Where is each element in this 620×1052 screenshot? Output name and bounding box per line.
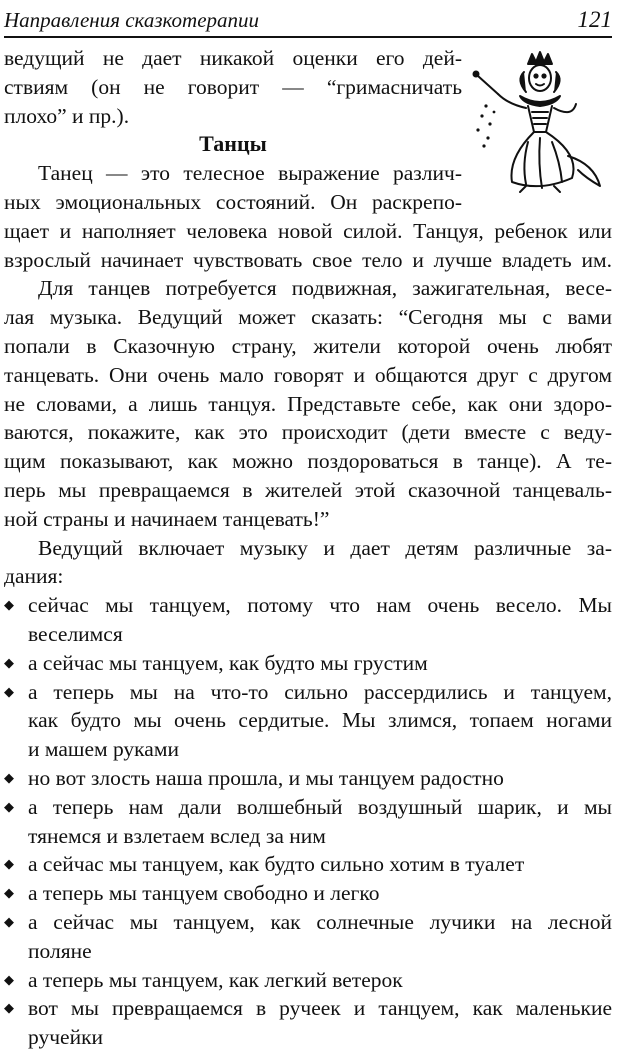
bullet-diamond-icon: ◆ [4, 1000, 14, 1016]
text-line: дания: [4, 564, 64, 589]
running-header [4, 2, 612, 38]
list-item [4, 591, 612, 649]
list-item [4, 879, 612, 908]
list-item [4, 966, 612, 995]
bullet-diamond-icon: ◆ [4, 654, 14, 670]
text-line: ведущий не дает никакой оценки его дей- [4, 46, 462, 70]
list-item-line: тянемся и взлетаем вслед за ним [28, 823, 326, 848]
bullet-diamond-icon: ◆ [4, 597, 14, 613]
running-title: Направления сказкотерапии [4, 8, 260, 32]
text-line: ваются, покажите, как это происходит (дети вместе с веду- [4, 420, 612, 445]
text-line: Ведущий включает музыку и дает детям различные за- [38, 535, 612, 560]
text-line: щает и наполняет человека новой силой. Танцуя, ребенок или [4, 218, 612, 243]
list-item [4, 793, 612, 851]
text-line: попали в Сказочную страну, жители которой очень любят [4, 333, 612, 358]
list-item [4, 994, 612, 1052]
text-line: Для танцев потребуется подвижная, зажигательная, весе- [38, 276, 612, 301]
list-item-line: а сейчас мы танцуем, как будто мы грустим [28, 650, 428, 675]
bullet-diamond-icon: ◆ [4, 885, 14, 901]
list-item [4, 649, 612, 678]
text-line: не словами, а лишь танцуя. Представьте себе, как они здоро- [4, 391, 612, 416]
list-item-line: а сейчас мы танцуем, как будто сильно хотим в туалет [28, 852, 525, 877]
bullet-diamond-icon: ◆ [4, 856, 14, 872]
list-item [4, 908, 612, 966]
text-line: ной страны и начинаем танцевать!” [4, 506, 330, 531]
text-line: взрослый начинает чувствовать свое тело и лучше владеть им. [4, 247, 612, 272]
list-item [4, 850, 612, 879]
text-line: ствиям (он не говорит — “гримасничать [4, 74, 462, 99]
list-item-line: вот мы превращаемся в ручеек и танцуем, как маленькие [28, 996, 612, 1021]
text-line: плохо” и пр.). [4, 103, 130, 128]
list-item [4, 764, 612, 793]
page-number: 121 [577, 7, 612, 32]
bullet-diamond-icon: ◆ [4, 913, 14, 929]
list-item-line: но вот злость наша прошла, и мы танцуем радостно [28, 765, 504, 790]
list-item-line: а сейчас мы танцуем, как солнечные лучики на лесной [28, 909, 612, 934]
list-item-line: а теперь мы на что-то сильно рассердились и танцуем, [28, 679, 612, 704]
list-item-line: и машем руками [28, 737, 179, 762]
text-line: перь мы превращаемся в жителей этой сказочной танцеваль- [4, 477, 612, 502]
task-list [4, 591, 612, 1052]
bullet-diamond-icon: ◆ [4, 971, 14, 987]
text-line: лая музыка. Ведущий может сказать: “Сегодня мы с вами [4, 305, 612, 330]
text-line: Танец — это телесное выражение различ- [38, 161, 462, 186]
list-item-line: а теперь мы танцуем свободно и легко [28, 881, 380, 906]
bullet-diamond-icon: ◆ [4, 769, 14, 785]
bullet-diamond-icon: ◆ [4, 798, 14, 814]
list-item-line: а теперь нам дали волшебный воздушный шарик, и мы [28, 794, 612, 819]
text-line: щим показывают, как можно поздороваться в танце). А те- [4, 449, 612, 474]
page-text [4, 44, 612, 1052]
section-heading: Танцы [199, 131, 267, 157]
list-item-line: как будто мы очень сердитые. Мы злимся, топаем ногами [28, 708, 612, 733]
list-item-line: а теперь мы танцуем, как легкий ветерок [28, 967, 403, 992]
list-item-line: веселимся [28, 621, 123, 646]
bullet-diamond-icon: ◆ [4, 683, 14, 699]
list-item [4, 678, 612, 764]
list-item-line: поляне [28, 938, 92, 963]
list-item-line: ручейки [28, 1025, 104, 1050]
list-item-line: сейчас мы танцуем, потому что нам очень весело. Мы [28, 593, 612, 618]
text-line: ных эмоциональных состояний. Он раскрепо- [4, 189, 462, 214]
text-line: танцевать. Они очень мало говорят и общаются друг с другом [4, 362, 612, 387]
